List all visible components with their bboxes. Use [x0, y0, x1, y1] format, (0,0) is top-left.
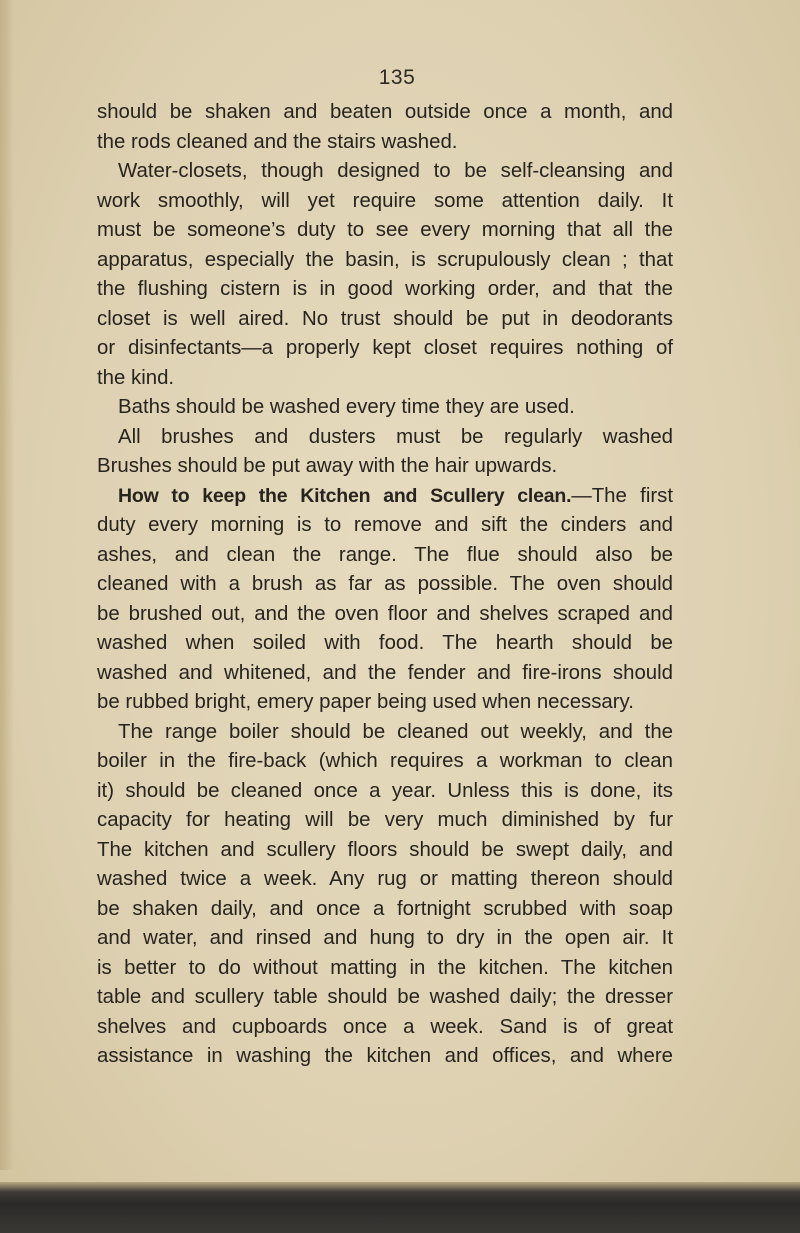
text-line: the kind. [97, 366, 175, 389]
text-line: shelves and cupboards once a week. Sand is of great [97, 1015, 673, 1038]
text-line-with-heading [97, 482, 673, 512]
page-gutter-shadow [0, 0, 14, 1170]
body-text [97, 98, 673, 1072]
text-line: Brushes should be put away with the hair upwards. [97, 455, 558, 477]
text-line: be rubbed bright, emery paper being used when necessary. [97, 691, 634, 713]
text-line: table and scullery table should be washed daily; the dresser [97, 986, 673, 1008]
text-line: duty every morning is to remove and sift the cinders and [97, 514, 673, 536]
text-line: Baths should be washed every time they are used. [118, 396, 575, 418]
text-line: be brushed out, and the oven floor and shelves scraped and [97, 602, 673, 625]
text-line: the flushing cistern is in good working order, and that the [97, 278, 673, 300]
text-line: Water-closets, though designed to be self-cleansing and [118, 160, 673, 182]
text-line: is better to do without matting in the kitchen. The kitchen [97, 956, 673, 979]
scan-bottom-edge [0, 1182, 800, 1233]
text-line: it) should be cleaned once a year. Unless this is done, its [97, 779, 673, 802]
text-line: washed when soiled with food. The hearth should be [97, 632, 673, 654]
text-line: ashes, and clean the range. The flue should also be [97, 543, 673, 566]
text-line: must be someone’s duty to see every morning that all the [97, 219, 673, 241]
text-line: washed twice a week. Any rug or matting thereon should [97, 868, 673, 890]
text-line: apparatus, especially the basin, is scrupulously clean ; that [97, 248, 673, 271]
text-line: capacity for heating will be very much diminished by fur [97, 809, 673, 831]
text-line: washed and whitened, and the fender and fire-irons should [97, 661, 673, 684]
text-line: should be shaken and beaten outside once a month, and [97, 101, 673, 123]
text-line: assistance in washing the kitchen and offices, and where [97, 1045, 673, 1067]
text-line: cleaned with a brush as far as possible. The oven should [97, 573, 673, 595]
text-line: closet is well aired. No trust should be put in deodorants [97, 307, 673, 330]
section-run-in-heading: How to keep the Kitchen and Scullery clean. [118, 484, 572, 507]
text-line: The kitchen and scullery floors should be swept daily, and [97, 838, 673, 861]
heading-line-text: —The first [571, 484, 673, 507]
text-line: All brushes and dusters must be regularly washed [118, 425, 673, 448]
text-line: or disinfectants—a properly kept closet requires nothing of [97, 337, 673, 359]
text-line: boiler in the fire-back (which requires a workman to clean [97, 750, 673, 772]
text-line: be shaken daily, and once a fortnight scrubbed with soap [97, 897, 673, 920]
text-line: the rods cleaned and the stairs washed. [97, 130, 458, 153]
text-line: The range boiler should be cleaned out weekly, and the [118, 720, 673, 743]
text-line: work smoothly, will yet require some attention daily. It [97, 189, 673, 212]
text-line: and water, and rinsed and hung to dry in the open air. It [97, 927, 673, 949]
page-number: 135 [378, 66, 416, 89]
